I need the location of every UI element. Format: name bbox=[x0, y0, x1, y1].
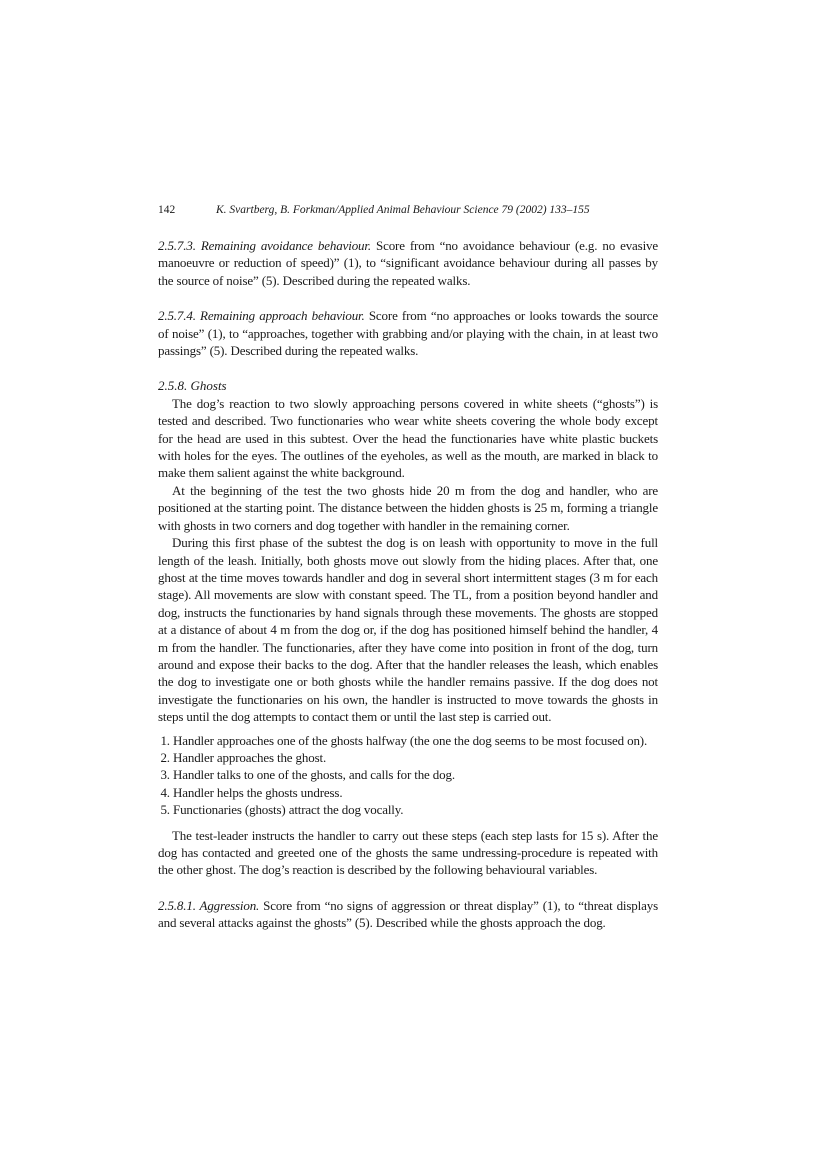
running-head bbox=[158, 203, 658, 217]
paragraph bbox=[158, 897, 658, 932]
section-2-5-8 bbox=[158, 377, 658, 878]
section-2-5-7-4 bbox=[158, 307, 658, 359]
section-text: Score from “no signs of aggression or threat display” (1), to “threat displays and several attacks against the ghosts” (5). Described while the ghosts approach the dog. bbox=[158, 897, 658, 931]
steps-list bbox=[158, 732, 658, 819]
paragraph: During this first phase of the subtest the dog is on leash with opportunity to move in the full length of the leash. Initially, both ghosts move out slowly from the hiding places. After that, one ghost at the time moves towards handler and dog in several short intermittent stages (3 m for each stage). All movements are slow with constant speed. The TL, from a position beyond handler and dog, instructs the functionaries by hand signals through these movements. The ghosts are stopped at a distance of about 4 m from the dog or, if the dog has positioned himself behind the handler, 4 m from the handler. The functionaries, after they have come into position in front of the dog, turn around and expose their backs to the dog. After that the handler releases the leash, which enables the dog to investigate one or both ghosts while the handler remains passive. If the dog does not investigate the functionaries on his own, the handler is instructed to move towards the ghosts in steps until the dog attempts to contact them or until the last step is carried out. bbox=[158, 535, 658, 725]
paragraph: The dog’s reaction to two slowly approaching persons covered in white sheets (“ghosts”) is tested and described. Two functionaries who wear white sheets covering the whole body except for the head are used in this subtest. Over the head the functionaries have white plastic buckets with holes for the eyes. The outlines of the eyeholes, as well as the mouth, are marked in black to make them salient against the white background. bbox=[158, 395, 658, 481]
page-body bbox=[158, 203, 658, 950]
section-heading: 2.5.8. Ghosts bbox=[158, 378, 227, 394]
section-2-5-7-3 bbox=[158, 237, 658, 289]
paragraph: The test-leader instructs the handler to carry out these steps (each step lasts for 15 s). After the dog has contacted and greeted one of the ghosts the same undressing-procedure is repeated with the other ghost. The dog’s reaction is described by the following behavioural variables. bbox=[158, 827, 658, 878]
paragraph bbox=[158, 237, 658, 289]
section-heading: 2.5.7.4. Remaining approach behaviour. bbox=[158, 308, 365, 324]
list-item: 4. Handler helps the ghosts undress. bbox=[173, 784, 658, 801]
section-heading: 2.5.7.3. Remaining avoidance behaviour. bbox=[158, 238, 371, 253]
section-text: Score from “no approaches or looks towards the source of noise” (1), to “approaches, together with grabbing and/or playing with the chain, in at least two passings” (5). Described during the repeated walks. bbox=[158, 308, 658, 359]
list-item: 5. Functionaries (ghosts) attract the dog vocally. bbox=[173, 801, 658, 818]
list-item: 3. Handler talks to one of the ghosts, and calls for the dog. bbox=[173, 766, 658, 783]
list-item: 1. Handler approaches one of the ghosts halfway (the one the dog seems to be most focused on). bbox=[173, 732, 658, 749]
page-number: 142 bbox=[158, 204, 176, 216]
list-item: 2. Handler approaches the ghost. bbox=[173, 749, 658, 766]
paragraph bbox=[158, 307, 658, 359]
journal-citation: K. Svartberg, B. Forkman/Applied Animal Behaviour Science 79 (2002) 133–155 bbox=[216, 204, 590, 216]
section-heading: 2.5.8.1. Aggression. bbox=[158, 897, 260, 913]
section-2-5-8-1 bbox=[158, 897, 658, 932]
section-text: Score from “no avoidance behaviour (e.g. no evasive manoeuvre or reduction of speed)” (1), to “significant avoidance behaviour during all passes by the source of noise” (5). Described during the repeated walks. bbox=[158, 238, 659, 288]
paragraph: At the beginning of the test the two ghosts hide 20 m from the dog and handler, who are positioned at the starting point. The distance between the hidden ghosts is 25 m, forming a triangle with ghosts in two corners and dog together with handler in the remaining corner. bbox=[158, 482, 658, 533]
